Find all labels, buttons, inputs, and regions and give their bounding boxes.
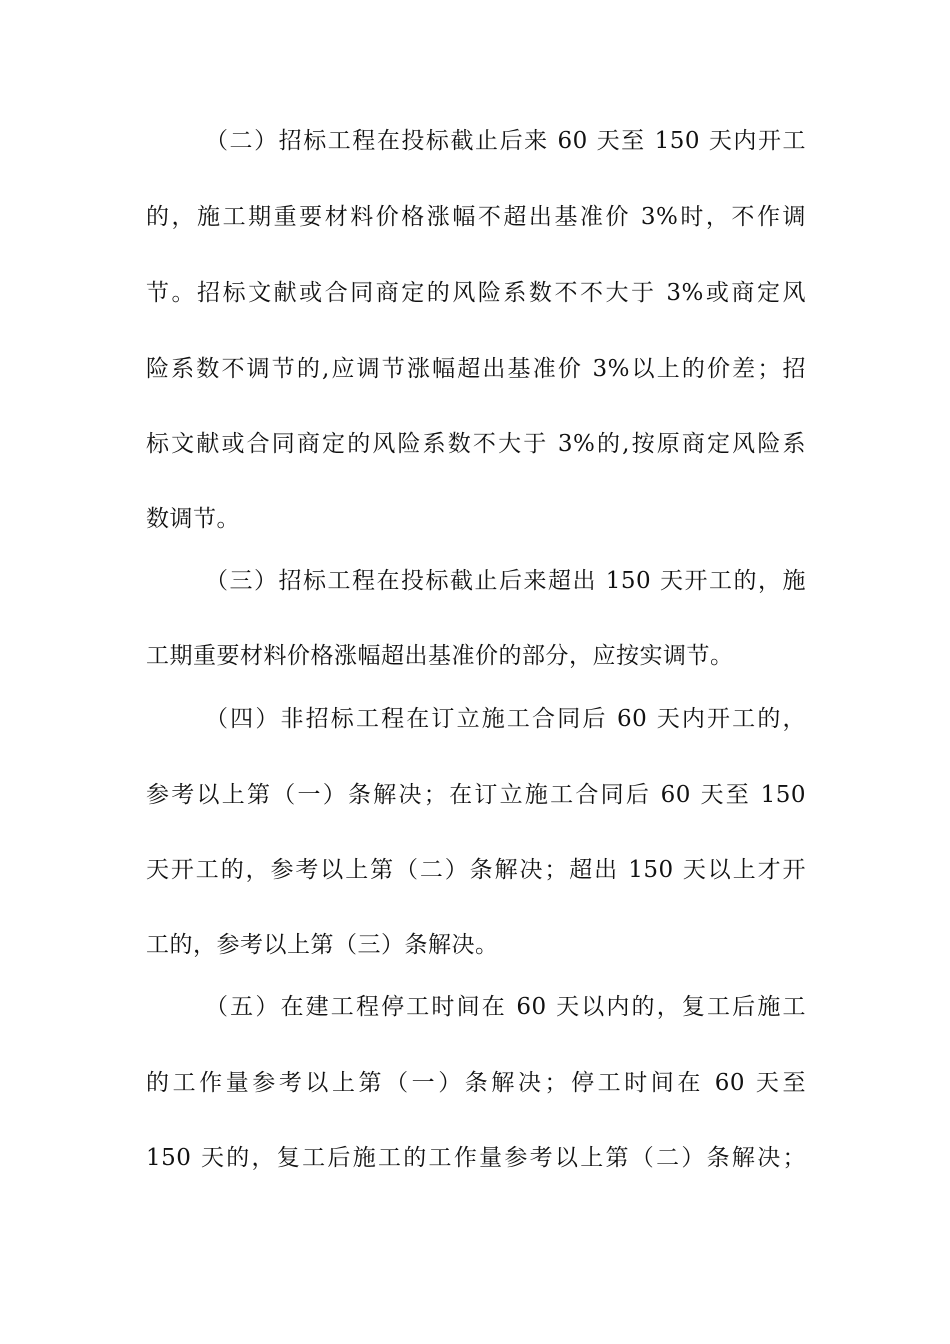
paragraph-3-line-2: 工期重要材料价格涨幅超出基准价的部分，应按实调节。 <box>146 643 734 669</box>
paragraph-3-line-1: （三）招标工程在投标截止后来超出 150 天开工的，施 <box>205 568 806 594</box>
paragraph-2-line-1: （二）招标工程在投标截止后来 60 天至 150 天内开工 <box>205 128 806 154</box>
paragraph-5-line-1: （五）在建工程停工时间在 60 天以内的，复工后施工 <box>205 994 806 1020</box>
paragraph-5-line-2: 的工作量参考以上第（一）条解决；停工时间在 60 天至 <box>146 1070 806 1096</box>
paragraph-2-line-5: 标文献或合同商定的风险系数不大于 3%的,按原商定风险系 <box>146 431 806 457</box>
paragraph-2-line-6: 数调节。 <box>146 506 240 532</box>
paragraph-2-line-2: 的，施工期重要材料价格涨幅不超出基准价 3%时，不作调 <box>146 204 806 230</box>
paragraph-4-line-4: 工的，参考以上第（三）条解决。 <box>146 932 499 958</box>
paragraph-4-line-1: （四）非招标工程在订立施工合同后 60 天内开工的， <box>205 706 806 732</box>
paragraph-2-line-4: 险系数不调节的,应调节涨幅超出基准价 3%以上的价差；招 <box>146 356 806 382</box>
paragraph-2-line-3: 节。招标文献或合同商定的风险系数不不大于 3%或商定风 <box>146 280 806 306</box>
paragraph-4-line-3: 天开工的，参考以上第（二）条解决；超出 150 天以上才开 <box>146 857 806 883</box>
paragraph-4-line-2: 参考以上第（一）条解决；在订立施工合同后 60 天至 150 <box>146 782 806 808</box>
paragraph-5-line-3: 150 天的，复工后施工的工作量参考以上第（二）条解决； <box>146 1145 806 1171</box>
